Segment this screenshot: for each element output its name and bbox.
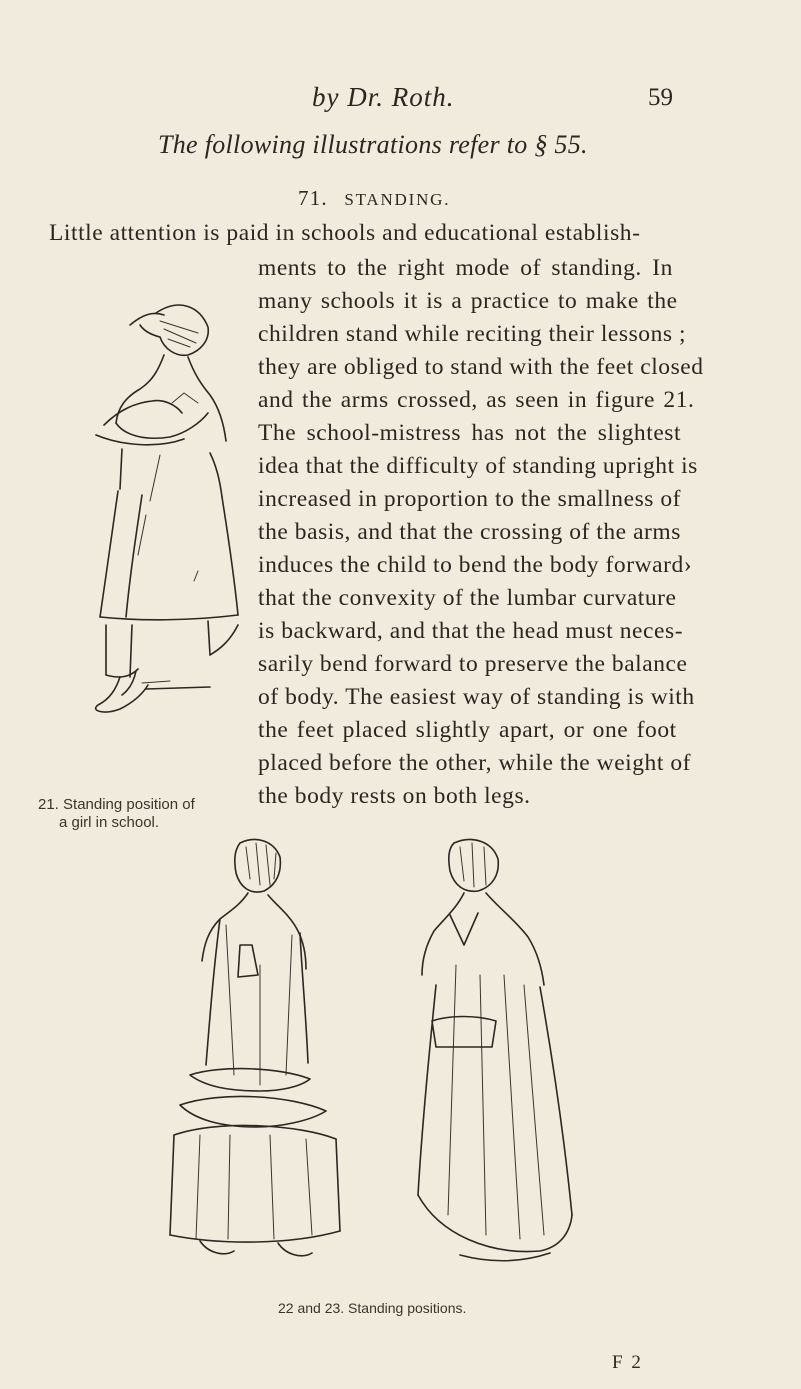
section-heading: [298, 186, 450, 211]
body-line: and the arms crossed, as seen in figure 21.: [258, 387, 695, 413]
figure-22-girl: [170, 839, 340, 1255]
body-line: placed before the other, while the weight of: [258, 750, 692, 776]
figure-21-caption-line1: 21. Standing position of: [38, 796, 195, 813]
body-line: the basis, and that the crossing of the arms: [258, 519, 681, 545]
body-line: idea that the difficulty of standing upright is: [258, 453, 698, 479]
running-title: by Dr. Roth.: [312, 82, 455, 112]
body-line: Little attention is paid in schools and educational establish-: [49, 220, 641, 246]
section-title: STANDING.: [344, 190, 451, 209]
body-line: the feet placed slightly apart, or one foot: [258, 717, 677, 743]
body-line: the body rests on both legs.: [258, 783, 531, 809]
figure-21-illustration: [60, 285, 255, 795]
section-number: 71.: [298, 186, 328, 210]
body-line: of body. The easiest way of standing is with: [258, 684, 695, 710]
body-line: many schools it is a practice to make the: [258, 288, 678, 314]
figure-22-23-caption: 22 and 23. Standing positions.: [278, 1300, 467, 1316]
body-line: induces the child to bend the body forward›: [258, 552, 693, 578]
body-line: children stand while reciting their lessons ;: [258, 321, 687, 347]
signature-mark: F 2: [612, 1352, 643, 1373]
page-number: 59: [648, 84, 673, 111]
body-line: The school-mistress has not the slightest: [258, 420, 682, 446]
figure-21-caption-line2: a girl in school.: [59, 814, 160, 831]
running-head: [0, 82, 801, 118]
body-line: is backward, and that the head must neces-: [258, 618, 684, 644]
figure-22-23-illustration: [160, 835, 630, 1273]
illustrations-note: The following illustrations refer to § 55.: [158, 130, 588, 159]
body-line: they are obliged to stand with the feet closed: [258, 354, 704, 380]
body-line: sarily bend forward to preserve the balance: [258, 651, 688, 677]
body-line: ments to the right mode of standing. In: [258, 255, 673, 281]
figure-23-girl: [418, 840, 572, 1261]
body-line: that the convexity of the lumbar curvature: [258, 585, 677, 611]
body-line: increased in proportion to the smallness of: [258, 486, 682, 512]
